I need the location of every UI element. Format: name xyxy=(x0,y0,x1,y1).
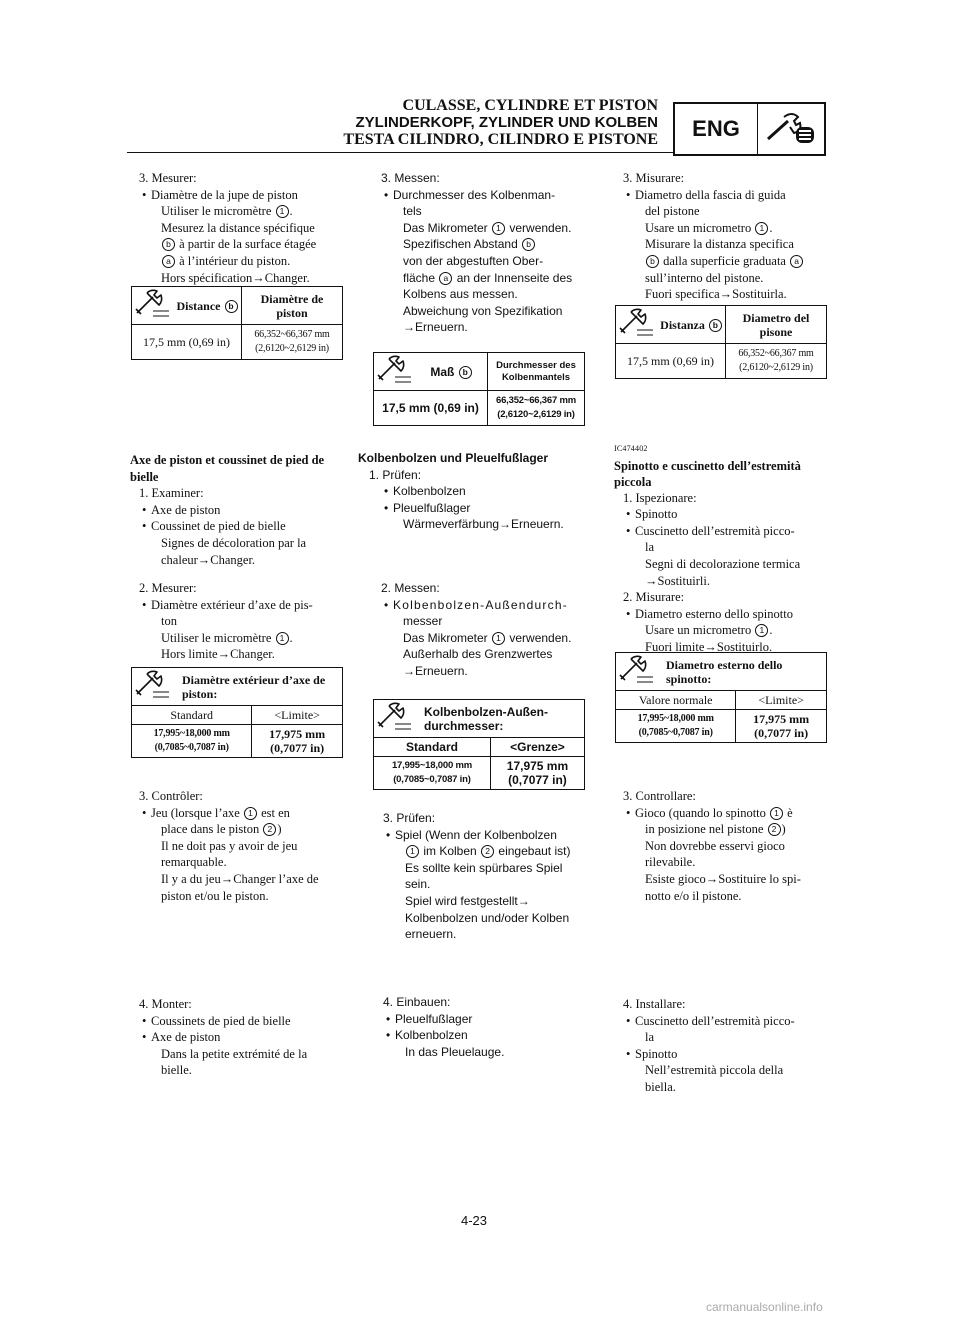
bullet-item: • Durchmesser des Kolbenman- xyxy=(372,187,586,204)
text-line: la xyxy=(645,1030,655,1045)
section-title: Kolbenbolzen und Pleuelfußlager xyxy=(358,451,549,465)
step: 4. Installare: xyxy=(623,997,686,1011)
spec-table-pin-diameter-it xyxy=(615,652,827,743)
spec-wrench-icon xyxy=(374,353,417,391)
text-line: →Erneuern. xyxy=(403,320,468,335)
text-line: fläche a an der Innenseite des xyxy=(403,270,573,285)
text-line: Wärmeverfärbung→Erneuern. xyxy=(403,517,564,532)
spec-value: 17,5 mm (0,69 in) xyxy=(616,344,726,379)
text-line: bielle. xyxy=(161,1063,192,1078)
spec-value: 17,975 mm (0,7077 in) xyxy=(490,757,584,790)
spec-value: 17,975 mm (0,7077 in) xyxy=(252,725,343,758)
bullet-item: • Cuscinetto dell’estremità picco- xyxy=(614,1013,828,1030)
spec-col-header: Standard xyxy=(374,738,491,757)
spec-wrench-icon xyxy=(374,700,417,738)
text-line: Utiliser le micromètre 1 . xyxy=(161,204,293,219)
bullet-item: • Diamètre extérieur d’axe de pis- xyxy=(130,597,344,614)
text-line: Spezifischen Abstand b xyxy=(372,236,586,253)
text-line: Kolbenbolzen und/oder Kolben xyxy=(405,910,570,925)
text-line: Fuori specifica→Sostituirla. xyxy=(645,287,787,302)
spec-col-header: <Limite> xyxy=(736,691,827,710)
text-line: la xyxy=(645,540,655,555)
text-line: b dalla superficie graduata a xyxy=(614,253,828,270)
text-line: Esiste gioco→Sostituire lo spi- xyxy=(645,871,801,886)
text-line: von der abgestuften Ober- xyxy=(403,253,544,268)
step: 4. Einbauen: xyxy=(383,995,451,1009)
text-line: rilevabile. xyxy=(645,855,696,870)
text-line: remarquable. xyxy=(161,855,227,870)
section-title: Spinotto e cuscinetto dell’estremità piccola xyxy=(614,458,801,489)
bullet-item: • Axe de piston xyxy=(130,502,344,519)
spec-value: 66,352~66,367 mm (2,6120~2,6129 in) xyxy=(488,391,585,426)
bullet-item: • Kolbenbolzen-Außendurch- xyxy=(372,597,586,614)
step: 3. Mesurer: xyxy=(139,171,197,185)
text-line: Non dovrebbe esservi gioco xyxy=(645,838,785,853)
text-line: Il y a du jeu→Changer l’axe de xyxy=(161,871,319,886)
header-title-de: ZYLINDERKOPF, ZYLINDER UND KOLBEN xyxy=(355,114,658,131)
callout-b: b xyxy=(162,238,175,251)
bullet-item: • Spinotto xyxy=(614,1046,828,1063)
spec-wrench-icon xyxy=(616,306,659,344)
section-measure-fr xyxy=(130,580,344,663)
text-line: erneuern. xyxy=(405,927,457,942)
bullet-item: • Spinotto xyxy=(614,506,828,523)
callout-1: 1 xyxy=(276,205,289,218)
text-line: Dans la petite extrémité de la xyxy=(161,1046,308,1061)
spec-value: 66,352~66,367 mm (2,6120~2,6129 in) xyxy=(726,344,827,379)
text-line: biella. xyxy=(645,1079,676,1094)
bullet-item: • Cuscinetto dell’estremità picco- xyxy=(614,523,828,540)
spec-header: Distance b xyxy=(174,287,242,325)
bullet-item: • Kolbenbolzen xyxy=(374,1027,588,1044)
text-line: Mesurez la distance spécifique xyxy=(161,220,315,235)
section-check-de xyxy=(374,810,588,943)
section-check-fr xyxy=(130,788,344,904)
header-title-it: TESTA CILINDRO, CILINDRO E PISTONE xyxy=(343,131,658,148)
spec-header: Diametro esterno dello spinotto: xyxy=(658,653,827,691)
column-german xyxy=(372,170,586,336)
text-line: Nell’estremità piccola della xyxy=(645,1063,784,1078)
text-line: Hors limite→Changer. xyxy=(161,647,275,662)
text-line: Signes de décoloration par la xyxy=(161,535,307,550)
bullet-item: • Kolbenbolzen xyxy=(384,484,466,499)
bullet-item: • Diametro esterno dello spinotto xyxy=(614,606,828,623)
text-line: Utiliser le micromètre 1 . xyxy=(161,630,293,645)
header-title-fr: CULASSE, CYLINDRE ET PISTON xyxy=(402,97,658,114)
step: 2. Messen: xyxy=(381,581,440,595)
text-line: Außerhalb des Grenzwertes xyxy=(403,647,553,662)
text-line: chaleur→Changer. xyxy=(161,552,256,567)
column-french xyxy=(130,170,344,286)
column-italian xyxy=(614,170,828,303)
bullet-item: • Spiel (Wenn der Kolbenbolzen xyxy=(374,827,588,844)
callout-a: a xyxy=(162,255,175,268)
text-line: sein. xyxy=(405,877,431,892)
spec-value: 17,995~18,000 mm (0,7085~0,7087 in) xyxy=(616,710,736,743)
text-line: Segni di decolorazione termica xyxy=(645,556,801,571)
text-line: Il ne doit pas y avoir de jeu xyxy=(161,838,298,853)
text-line: 1 im Kolben 2 eingebaut ist) xyxy=(374,843,588,860)
text-line: b à partir de la surface étagée xyxy=(130,236,344,253)
section-piston-pin-de xyxy=(358,450,572,533)
bullet-item: • Diametro della fascia di guida xyxy=(614,187,828,204)
text-line: Es sollte kein spürbares Spiel xyxy=(405,860,563,875)
spec-table-piston-diameter-de xyxy=(373,352,585,426)
step: 2. Misurare: xyxy=(623,590,685,605)
text-line: messer xyxy=(403,614,443,629)
bullet-item: • Axe de piston xyxy=(130,1029,344,1046)
text-line: In das Pleuelauge. xyxy=(405,1044,505,1059)
bullet-item: • Jeu (lorsque l’axe 1 est en xyxy=(130,805,344,822)
page-number: 4-23 xyxy=(461,1213,488,1228)
spec-header: Durchmesser des Kolbenmantels xyxy=(488,353,585,391)
spec-value: 17,5 mm (0,69 in) xyxy=(374,391,488,426)
text-line: sull’interno del pistone. xyxy=(645,270,764,285)
step: 4. Monter: xyxy=(139,997,192,1011)
spec-value: 17,995~18,000 mm (0,7085~0,7087 in) xyxy=(132,725,252,758)
spec-col-header: <Limite> xyxy=(252,706,343,725)
text-line: Misurare la distanza specifica xyxy=(645,237,794,252)
spec-value: 66,352~66,367 mm (2,6120~2,6129 in) xyxy=(242,325,343,360)
bullet-item: • Coussinet de pied de bielle xyxy=(130,518,344,535)
bullet-item: • Diamètre de la jupe de piston xyxy=(130,187,344,204)
text-line: Das Mikrometer 1 verwenden. xyxy=(403,220,572,235)
spec-value: 17,995~18,000 mm (0,7085~0,7087 in) xyxy=(374,757,491,790)
engine-wrench-icon xyxy=(758,104,824,154)
section-install-it xyxy=(614,996,828,1096)
spec-value: 17,5 mm (0,69 in) xyxy=(132,325,242,360)
spec-col-header: <Grenze> xyxy=(490,738,584,757)
step: 2. Mesurer: xyxy=(139,581,197,595)
section-install-fr xyxy=(130,996,344,1079)
step: 3. Misurare: xyxy=(623,171,685,185)
section-check-it xyxy=(614,788,828,904)
text-line: Usare un micrometro 1 . xyxy=(645,623,773,638)
section-badge-label: ENG xyxy=(675,104,758,154)
spec-header: Kolbenbolzen-Außen-durchmesser: xyxy=(416,700,585,738)
spec-value: 17,975 mm (0,7077 in) xyxy=(736,710,827,743)
step: 3. Messen: xyxy=(381,171,440,185)
text-line: Spiel wird festgestellt→ xyxy=(405,893,530,908)
step: 1. Prüfen: xyxy=(369,467,422,482)
text-line: place dans le piston 2 ) xyxy=(161,822,282,837)
step: 3. Controllare: xyxy=(623,789,696,803)
spec-header: Diamètre extérieur d’axe de piston: xyxy=(174,668,343,706)
spec-table-pin-diameter-de xyxy=(373,699,585,790)
spec-wrench-icon xyxy=(132,668,175,706)
text-line: Hors spécification→Changer. xyxy=(161,270,310,285)
bullet-item: • Gioco (quando lo spinotto 1 è xyxy=(614,805,828,822)
section-title: Axe de piston et coussinet de pied de bielle xyxy=(130,453,325,484)
text-line: del pistone xyxy=(645,204,700,219)
bullet-item: • Coussinets de pied de bielle xyxy=(130,1013,344,1030)
text-line: in posizione nel pistone 2 ) xyxy=(645,822,786,837)
step: 3. Prüfen: xyxy=(383,811,436,825)
bullet-item: • Pleuelfußlager xyxy=(374,1011,588,1028)
text-line: →Sostituirli. xyxy=(645,573,710,588)
spec-col-header: Valore normale xyxy=(616,691,736,710)
section-piston-pin-it xyxy=(614,441,828,656)
spec-header: Maß b xyxy=(416,353,488,391)
spec-wrench-icon xyxy=(616,653,659,691)
step: 3. Contrôler: xyxy=(139,789,203,803)
text-line: ton xyxy=(161,614,177,629)
text-line: Kolbens aus messen. xyxy=(403,287,518,302)
spec-table-piston-diameter-it xyxy=(615,305,827,379)
watermark: carmanualsonline.info xyxy=(706,1300,823,1314)
section-badge xyxy=(673,102,826,156)
text-line: →Erneuern. xyxy=(403,663,468,678)
spec-wrench-icon xyxy=(132,287,175,325)
spec-table-pin-diameter-fr xyxy=(131,667,343,758)
text-line: Fuori limite→Sostituirlo. xyxy=(645,639,773,654)
header-rule xyxy=(127,152,673,153)
text-line: a à l’intérieur du piston. xyxy=(130,253,344,270)
header-titles xyxy=(343,97,658,148)
text-line: notto e/o il pistone. xyxy=(645,888,742,903)
spec-header: Diamètre de piston xyxy=(242,287,343,325)
spec-col-header: Standard xyxy=(132,706,252,725)
spec-header: Diametro del pisone xyxy=(726,306,827,344)
step: 1. Examiner: xyxy=(139,486,204,501)
section-piston-pin-fr xyxy=(130,452,344,568)
text-line: tels xyxy=(403,204,422,219)
section-code: IC474402 xyxy=(614,444,648,453)
text-line: Usare un micrometro 1 . xyxy=(645,220,773,235)
text-line: piston et/ou le piston. xyxy=(161,888,269,903)
bullet-item: • Pleuelfußlager xyxy=(384,500,471,515)
section-measure-de xyxy=(372,580,586,680)
section-install-de xyxy=(374,994,588,1060)
spec-header: Distanza b xyxy=(658,306,726,344)
text-line: Das Mikrometer 1 verwenden. xyxy=(403,630,572,645)
step: 1. Ispezionare: xyxy=(623,490,697,505)
text-line: Abweichung von Spezifikation xyxy=(403,303,563,318)
spec-table-piston-diameter-fr xyxy=(131,286,343,360)
